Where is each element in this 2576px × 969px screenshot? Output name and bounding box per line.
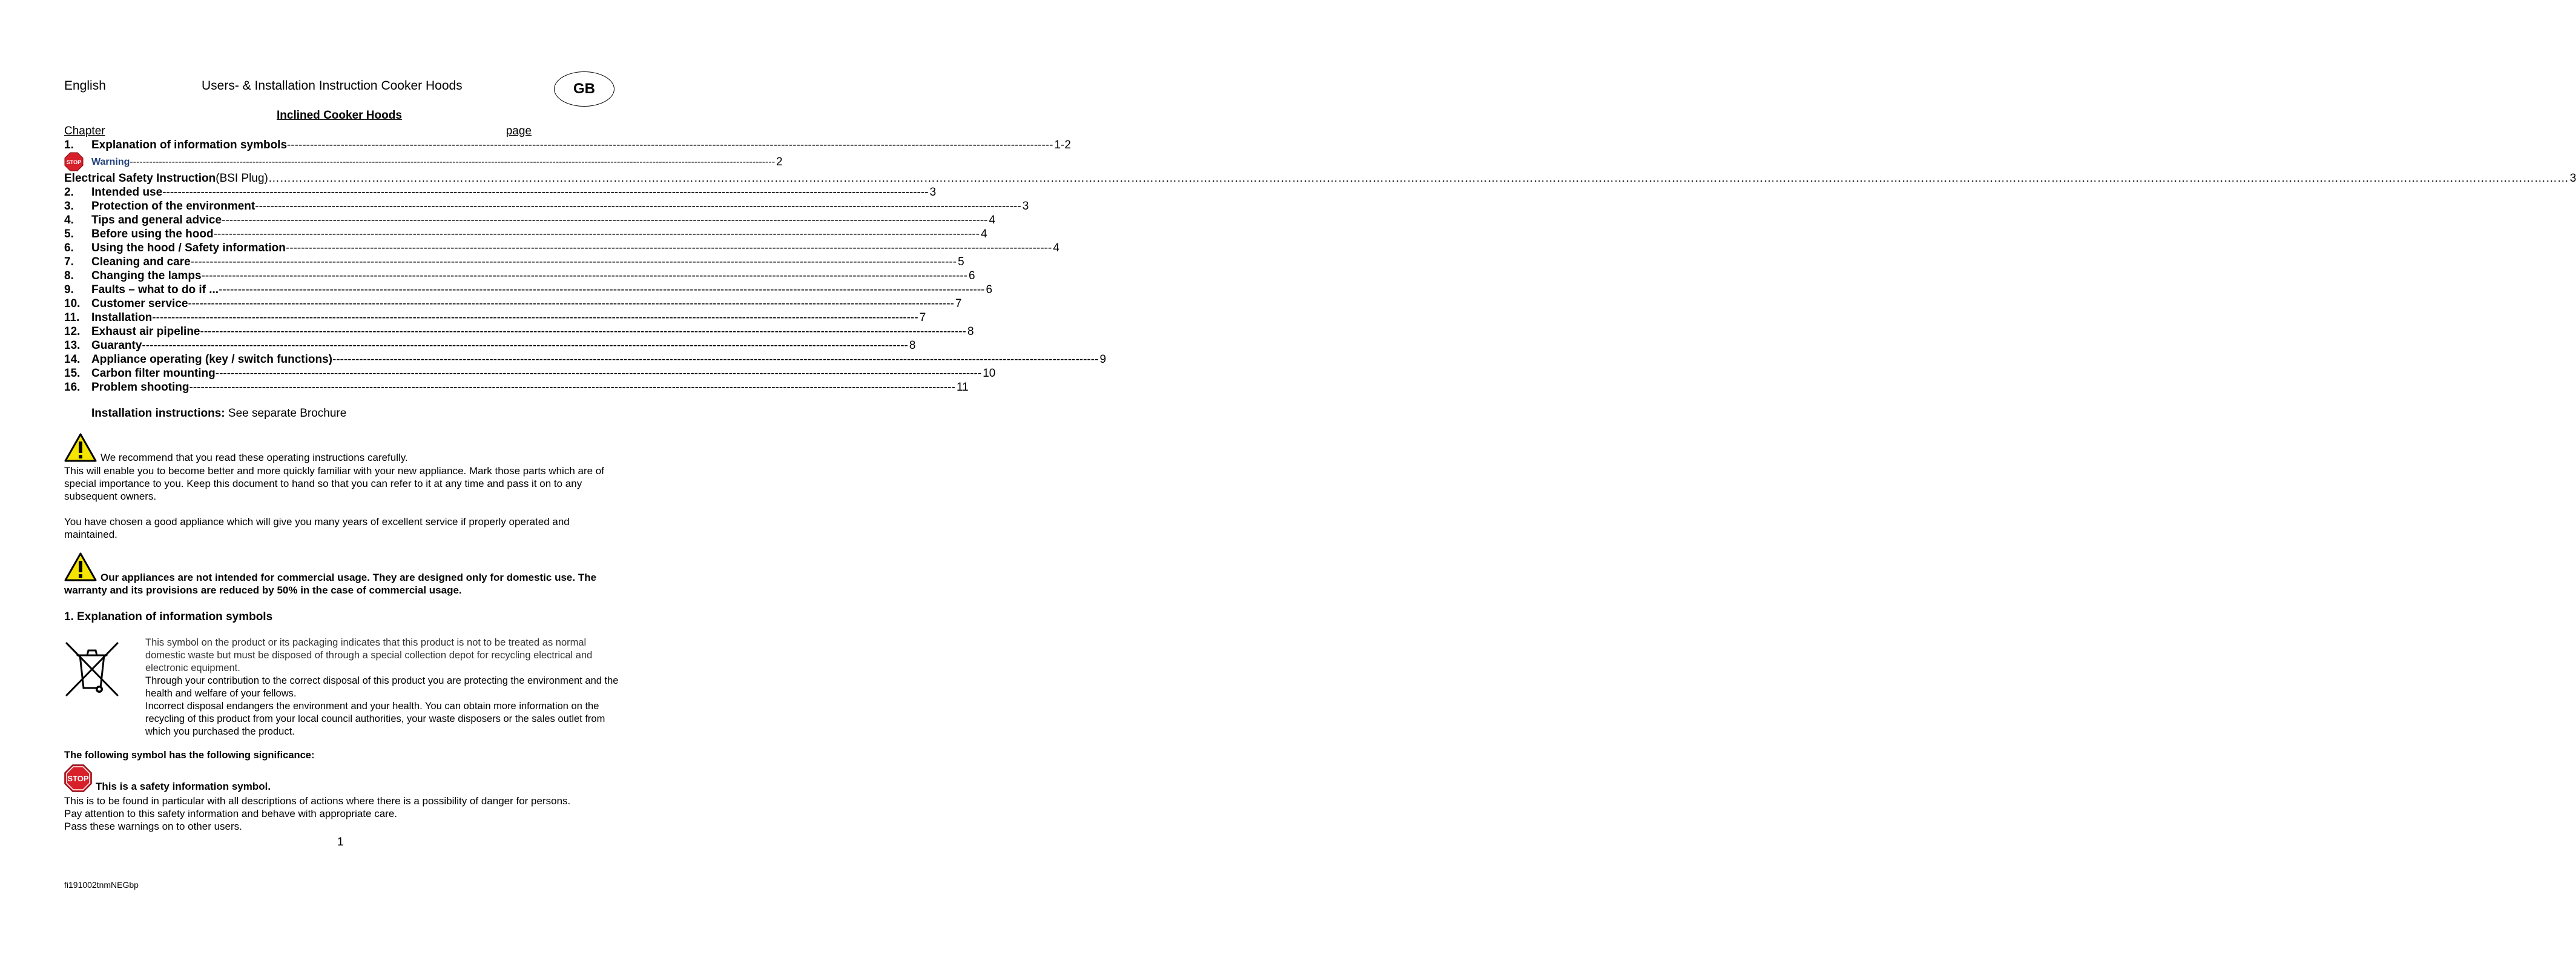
toc-leader: ……………………………………………………………………………………………………………………………………………………………………………………………………………………………………………………………………………………………………………………………………………………………………………………………………………………………………………………………………………………………………………………………………………………: [268, 172, 2569, 185]
toc-number: 1.: [64, 139, 74, 151]
toc-leader: --------------------------------------------------------------------------------------------------------------------------------------------------------------------------------------------------------: [215, 367, 982, 380]
toc-page: 10: [983, 367, 996, 380]
weee-text-3: Incorrect disposal endangers the environment and your health. You can obtain more information on the recycling of this product from your local council authorities, your waste disposers or the sales outlet from which you purchased the product.: [145, 701, 605, 737]
page-number: 1: [337, 836, 344, 848]
toc-label: Appliance operating (key / switch functions): [91, 353, 332, 366]
intro-paragraph: This will enable you to become better and more quickly familiar with your new appliance. Mark those parts which are of special importance to you. Keep this document to hand so that you can refer to it at any time and pass it on to any subsequent owners.: [64, 465, 604, 502]
page-title: Inclined Cooker Hoods: [277, 109, 402, 122]
toc-electrical-row[interactable]: [64, 171, 2576, 185]
toc-leader: --------------------------------------------------------------------------------------------------------------------------------------------------------------------------------------------------------: [255, 200, 1021, 213]
toc-page: 4: [981, 228, 987, 240]
commercial-warning: Our appliances are not intended for commercial usage. They are designed only for domestic use. The warranty and its provisions are reduced by 50% in the case of commercial usage.: [64, 572, 597, 596]
svg-text:STOP: STOP: [66, 159, 82, 165]
stop-icon: [64, 152, 91, 171]
toc-page: 3: [1022, 200, 1029, 213]
language-label: English: [64, 79, 106, 93]
toc-item[interactable]: [64, 227, 987, 241]
toc-label: Changing the lamps: [91, 270, 202, 282]
page-label: page: [506, 125, 532, 137]
toc-label: Guaranty: [91, 339, 142, 352]
toc-item[interactable]: [64, 199, 1029, 213]
electrical-label: Electrical Safety Instruction: [64, 172, 216, 185]
toc-item[interactable]: [64, 325, 974, 339]
toc-number: 6.: [64, 242, 74, 254]
toc-label: Protection of the environment: [91, 200, 255, 213]
electrical-page: 3: [2569, 172, 2576, 185]
toc-label: Cleaning and care: [91, 256, 191, 268]
intro-paragraph-2: You have chosen a good appliance which will give you many years of excellent service if properly operated and maintained.: [64, 516, 570, 540]
toc-label: Using the hood / Safety information: [91, 242, 286, 254]
toc-number: 5.: [64, 228, 74, 240]
toc-page: 6: [969, 270, 975, 282]
toc-page: 11: [956, 381, 969, 394]
toc-item[interactable]: [64, 380, 969, 394]
intro-line1: We recommend that you read these operating instructions carefully.: [100, 452, 408, 463]
caution-icon: [64, 433, 97, 462]
toc-label: Before using the hood: [91, 228, 214, 240]
toc-leader: --------------------------------------------------------------------------------------------------------------------------------------------------------------------------------------------------------: [189, 381, 955, 394]
country-badge: GB: [554, 71, 614, 107]
toc-page: 6: [986, 283, 993, 296]
toc-header-row: [64, 124, 532, 138]
stop-label: This is a safety information symbol.: [96, 781, 271, 792]
toc-leader: --------------------------------------------------------------------------------------------------------------------------------------------------------------------------------------------------------: [162, 186, 929, 199]
toc-item[interactable]: [64, 138, 1071, 152]
toc-leader: --------------------------------------------------------------------------------------------------------------------------------------------------------------------------------------------------------: [130, 156, 776, 167]
toc-number: 10.: [64, 297, 81, 310]
toc-number: 12.: [64, 325, 81, 338]
chapter-label: Chapter: [64, 125, 105, 137]
toc-item[interactable]: [64, 297, 962, 311]
toc-item[interactable]: [64, 352, 1107, 366]
toc-item[interactable]: [64, 311, 926, 325]
toc-item[interactable]: [64, 366, 996, 380]
toc-item[interactable]: [64, 255, 964, 269]
toc-number: 14.: [64, 353, 81, 366]
toc-label: Faults – what to do if ...: [91, 283, 219, 296]
toc-leader: --------------------------------------------------------------------------------------------------------------------------------------------------------------------------------------------------------: [287, 139, 1053, 151]
installation-note-text: See separate Brochure: [225, 407, 347, 420]
toc-label: Customer service: [91, 297, 188, 310]
document-code: fi191002tnmNEGbp: [64, 880, 139, 890]
toc-leader: --------------------------------------------------------------------------------------------------------------------------------------------------------------------------------------------------------: [200, 325, 966, 338]
svg-text:STOP: STOP: [67, 774, 89, 783]
toc-label: Tips and general advice: [91, 214, 222, 227]
toc-page: 4: [989, 214, 996, 227]
installation-note-label: Installation instructions:: [91, 407, 225, 420]
toc-leader: --------------------------------------------------------------------------------------------------------------------------------------------------------------------------------------------------------: [201, 270, 968, 282]
toc-leader: --------------------------------------------------------------------------------------------------------------------------------------------------------------------------------------------------------: [190, 256, 957, 268]
symbol-heading: The following symbol has the following significance:: [64, 750, 315, 761]
toc-label: Installation: [91, 311, 153, 324]
toc-page: 7: [919, 311, 926, 324]
section1-heading: 1. Explanation of information symbols: [64, 610, 273, 623]
toc-number: 8.: [64, 270, 74, 282]
warning-page: 2: [776, 155, 783, 168]
stop-text-1: This is to be found in particular with all descriptions of actions where there is a possibility of danger for persons.: [64, 795, 571, 807]
toc-item[interactable]: [64, 185, 937, 199]
toc-label: Intended use: [91, 186, 163, 199]
toc-label: Carbon filter mounting: [91, 367, 216, 380]
toc-number: 7.: [64, 256, 74, 268]
toc-page: 3: [929, 186, 937, 199]
toc-item[interactable]: [64, 283, 993, 297]
warning-label: Warning: [91, 156, 130, 167]
toc-item[interactable]: [64, 339, 916, 352]
toc-leader: --------------------------------------------------------------------------------------------------------------------------------------------------------------------------------------------------------: [188, 297, 954, 310]
toc-number: 11.: [64, 311, 80, 324]
stop-icon: [64, 764, 92, 792]
toc-leader: --------------------------------------------------------------------------------------------------------------------------------------------------------------------------------------------------------: [285, 242, 1052, 254]
installation-note: [91, 407, 346, 420]
toc-number: 15.: [64, 367, 81, 380]
toc-leader: --------------------------------------------------------------------------------------------------------------------------------------------------------------------------------------------------------: [222, 214, 988, 227]
toc-page: 5: [958, 256, 964, 268]
toc-label: Exhaust air pipeline: [91, 325, 200, 338]
toc-item[interactable]: [64, 213, 996, 227]
document-title: Users- & Installation Instruction Cooker Hoods: [202, 79, 463, 93]
toc-page: 7: [955, 297, 962, 310]
toc-leader: --------------------------------------------------------------------------------------------------------------------------------------------------------------------------------------------------------: [152, 311, 918, 324]
toc-leader: --------------------------------------------------------------------------------------------------------------------------------------------------------------------------------------------------------: [213, 228, 980, 240]
weee-text-1: This symbol on the product or its packaging indicates that this product is not to be treated as normal domestic waste but must be disposed of through a special collection depot for recycling electrical and electronic equipment.: [145, 637, 593, 673]
toc-item[interactable]: [64, 269, 975, 283]
table-of-contents: [64, 124, 2576, 403]
toc-page: 8: [967, 325, 974, 338]
weee-bin-icon: [64, 641, 120, 698]
toc-leader: --------------------------------------------------------------------------------------------------------------------------------------------------------------------------------------------------------: [332, 353, 1099, 366]
toc-page: 9: [1099, 353, 1107, 366]
stop-text-2: Pay attention to this safety information and behave with appropriate care.: [64, 808, 397, 819]
toc-page: 1-2: [1054, 139, 1071, 151]
toc-number: 3.: [64, 200, 74, 213]
toc-item[interactable]: [64, 241, 1059, 255]
weee-text-2: Through your contribution to the correct disposal of this product you are protecting the environment and the health and welfare of your fellows.: [145, 675, 619, 699]
toc-page: 8: [909, 339, 916, 352]
toc-number: 4.: [64, 214, 74, 227]
stop-text-3: Pass these warnings on to other users.: [64, 821, 242, 832]
toc-leader: --------------------------------------------------------------------------------------------------------------------------------------------------------------------------------------------------------: [219, 283, 985, 296]
toc-number: 13.: [64, 339, 81, 352]
toc-number: 2.: [64, 186, 74, 199]
toc-label: Explanation of information symbols: [91, 139, 288, 151]
toc-label: Problem shooting: [91, 381, 189, 394]
electrical-label-suffix: (BSI Plug): [216, 172, 268, 185]
toc-page: 4: [1053, 242, 1059, 254]
toc-number: 16.: [64, 381, 81, 394]
toc-leader: --------------------------------------------------------------------------------------------------------------------------------------------------------------------------------------------------------: [142, 339, 908, 352]
toc-number: 9.: [64, 283, 74, 296]
toc-warning-row[interactable]: [64, 153, 783, 171]
